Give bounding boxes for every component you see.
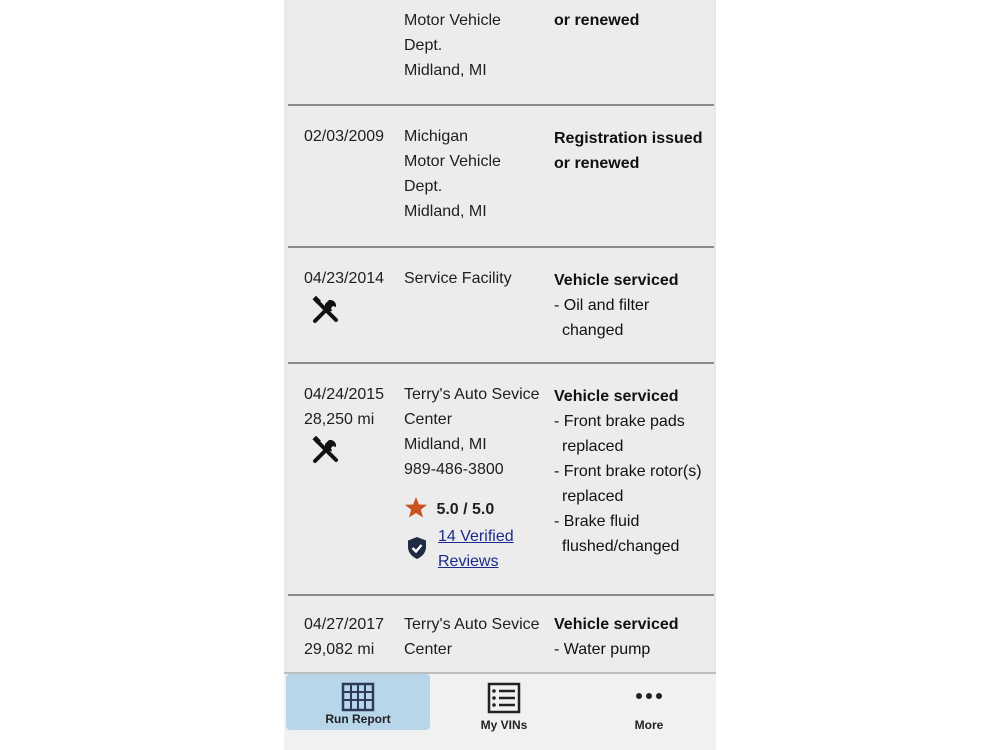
history-record [288, 364, 714, 596]
record-date: 04/27/2017 29,082 mi [304, 612, 384, 662]
reviews-link[interactable]: Reviews [438, 553, 499, 570]
history-list[interactable] [288, 0, 714, 672]
tools-icon [310, 434, 342, 466]
record-details: Registration issued or renewed [554, 130, 703, 172]
list-icon [487, 682, 521, 714]
phone-number[interactable]: 989-486-3800 [404, 461, 504, 478]
record-mileage: 28,250 mi [304, 411, 375, 428]
record-source: Terry's Auto Sevice Center Midland, MI 989-486-3800 [404, 382, 554, 482]
nav-more[interactable]: More [584, 674, 714, 730]
record-details: Vehicle serviced - Water pump [554, 616, 679, 658]
bottom-nav [284, 672, 716, 750]
verified-reviews [404, 524, 514, 574]
record-source: Service Facility [404, 270, 512, 287]
nav-my-vins[interactable]: My VINs [434, 674, 574, 730]
record-source: Terry's Auto Sevice Center [404, 616, 540, 658]
rating: 5.0 / 5.0 [404, 496, 494, 519]
reviews-link[interactable]: 14 Verified [438, 528, 514, 545]
record-date: 04/23/2014 [304, 270, 385, 287]
record-details: or renewed [554, 12, 640, 29]
history-record [288, 106, 714, 248]
grid-icon [341, 682, 375, 712]
record-date: 04/24/2015 28,250 mi [304, 382, 384, 432]
record-date: 02/03/2009 [304, 128, 385, 145]
more-dots-icon [633, 690, 665, 702]
record-details: Vehicle serviced - Oil and filter changed [554, 272, 679, 339]
star-icon [404, 496, 428, 518]
history-record [288, 0, 714, 106]
phone-screen [284, 0, 716, 750]
record-source: Michigan Motor Vehicle Dept. Midland, MI [404, 128, 501, 220]
nav-run-report[interactable]: Run Report [286, 674, 430, 730]
history-record [288, 248, 714, 364]
record-mileage: 29,082 mi [304, 641, 375, 658]
record-details: Vehicle serviced - Front brake pads replaced - Front brake rotor(s) replaced - Brake fluid flushed/changed [554, 388, 702, 555]
history-record [288, 596, 714, 672]
shield-check-icon [406, 536, 428, 560]
tools-icon [310, 294, 342, 326]
record-source: Motor Vehicle Dept. Midland, MI [404, 12, 501, 79]
